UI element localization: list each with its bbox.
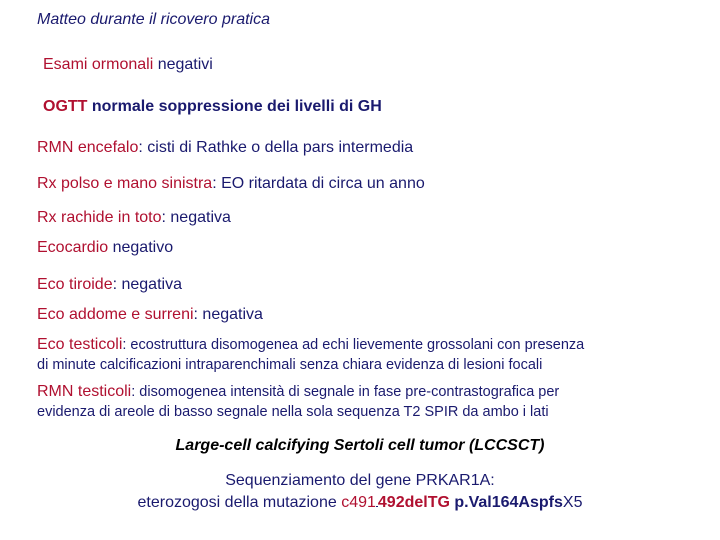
finding-rmn-encefalo: RMN encefalo: cisti di Rathke o della pars intermedia (37, 139, 414, 156)
finding-ecocardio: Ecocardio negativo (37, 239, 174, 256)
finding-eco-addome: Eco addome e surreni: negativa (37, 306, 263, 323)
finding-rmn-testicoli: RMN testicoli: disomogenea intensità di segnale in fase pre-contrastografica per (37, 383, 560, 400)
finding-rx-rachide: Rx rachide in toto: negativa (37, 209, 231, 226)
finding-eco-tiroide: Eco tiroide: negativa (37, 276, 182, 293)
finding-rx-polso: Rx polso e mano sinistra: EO ritardata di circa un anno (37, 175, 425, 192)
finding-ogtt: OGTT normale soppressione dei livelli di GH (43, 98, 382, 115)
finding-eco-testicoli-cont: di minute calcificazioni intraparenchimali senza chiara evidenza di lesioni focali (37, 357, 543, 373)
genetics-mutation: eterozogosi della mutazione c491 492delTG p.Val164AspfsX5 (137, 494, 583, 511)
mutation-a: c491 (341, 494, 376, 511)
finding-esami-ormonali: Esami ormonali negativi (43, 56, 213, 73)
diagnosis: Large-cell calcifying Sertoli cell tumor (LCCSCT) (175, 437, 545, 454)
genetics-title: Sequenziamento del gene PRKAR1A: (225, 472, 495, 489)
finding-eco-testicoli: Eco testicoli: ecostruttura disomogenea ad echi lievemente grossolani con presenza (37, 336, 585, 353)
mutation-b: 492delTG (377, 494, 450, 511)
intro-text: Matteo durante il ricovero pratica (37, 11, 270, 28)
finding-rmn-testicoli-cont: evidenza di areole di basso segnale nella sola sequenza T2 SPIR da ambo i lati (37, 404, 549, 420)
